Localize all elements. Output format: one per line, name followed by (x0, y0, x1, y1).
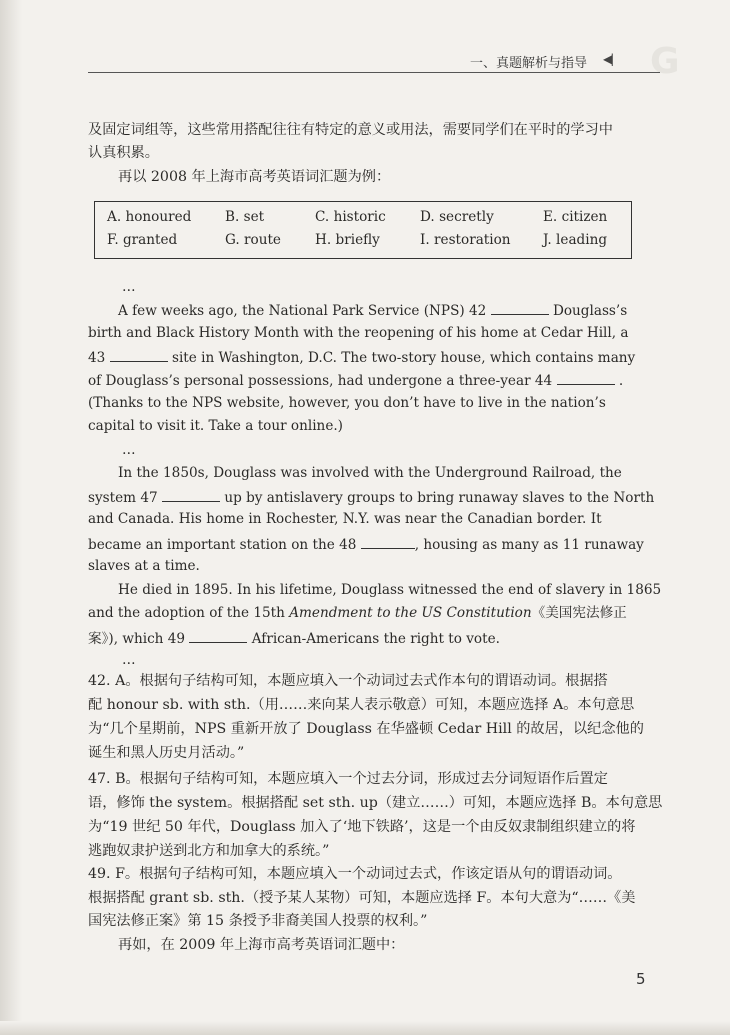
passage-line: became an important station on the 48 , housing as many as 11 runaway (88, 534, 636, 554)
passage-line: 43 site in Washington, D.C. The two-story house, which contains many (88, 347, 636, 367)
answer-47-line: 逃跑奴隶护送到北方和加拿大的系统。” (88, 843, 330, 859)
answer-49-line: 49. F。根据句子结构可知，本题应填入一个动词过去式，作该定语从句的谓语动词。 (88, 866, 622, 882)
word-option: I. restoration (420, 232, 511, 248)
passage-line: In the 1850s, Douglass was involved with the Underground Railroad, the (118, 465, 622, 481)
passage-line: system 47 up by antislavery groups to bring runaway slaves to the North (88, 487, 636, 507)
answer-49-line: 国宪法修正案》第 15 条授予非裔美国人投票的权利。” (88, 913, 428, 929)
word-option: B. set (225, 209, 265, 225)
answer-49-line: 根据搭配 grant sb. sth.（授予某人某物）可知，本题应选择 F。本句大意为“……《美 (88, 890, 636, 906)
intro-line-3: 再以 2008 年上海市高考英语词汇题为例： (118, 169, 391, 185)
arrow-marker-icon: ◀| (603, 52, 613, 66)
intro-line-2: 认真积累。 (88, 145, 159, 161)
passage-line: slaves at a time. (88, 558, 200, 574)
word-option: C. historic (315, 209, 386, 225)
answer-42-line: 配 honour sb. with sth.（用……来向某人表示敬意）可知，本题应选择 A。本句意思 (88, 697, 635, 713)
page-binding-shadow (0, 0, 22, 1035)
section-title: 一、真题解析与指导 (470, 56, 588, 71)
page-number: 5 (636, 970, 646, 988)
passage-line: and the adoption of the 15th Amendment to the US Constitution《美国宪法修正 (88, 605, 627, 621)
ellipsis: … (122, 652, 136, 668)
passage-line: A few weeks ago, the National Park Service (NPS) 42 Douglass’s (88, 300, 636, 320)
running-header (470, 52, 640, 72)
passage-line: birth and Black History Month with the reopening of his home at Cedar Hill, a (88, 325, 629, 341)
passage-line: and Canada. His home in Rochester, N.Y. was near the Canadian border. It (88, 511, 602, 527)
word-option: A. honoured (107, 209, 192, 225)
blank-43 (110, 347, 168, 362)
word-option: J. leading (543, 232, 608, 248)
header-rule (88, 72, 660, 73)
passage-line: of Douglass’s personal possessions, had undergone a three-year 44 . (88, 370, 636, 390)
blank-42 (491, 300, 549, 315)
ellipsis: … (122, 442, 136, 458)
blank-49 (189, 628, 247, 643)
word-option: F. granted (107, 232, 178, 248)
passage-line: (Thanks to the NPS website, however, you don’t have to live in the nation’s (88, 395, 606, 411)
blank-44 (557, 370, 615, 385)
passage-line: capital to visit it. Take a tour online.) (88, 418, 343, 434)
ellipsis: … (122, 279, 136, 295)
closing-line: 再如，在 2009 年上海市高考英语词汇题中： (118, 937, 405, 953)
blank-48 (361, 534, 415, 549)
answer-42-line: 42. A。根据句子结构可知，本题应填入一个动词过去式作本句的谓语动词。根据搭 (88, 673, 608, 689)
passage-line: He died in 1895. In his lifetime, Douglass witnessed the end of slavery in 1865 (118, 582, 662, 598)
passage-line: 案》), which 49 African-Americans the right to vote. (88, 628, 636, 648)
answer-47-line: 为“19 世纪 50 年代，Douglass 加入了‘地下铁路’，这是一个由反奴隶制组织建立的将 (88, 819, 636, 835)
answer-42-line: 为“几个星期前，NPS 重新开放了 Douglass 在华盛顿 Cedar Hill 的故居，以纪念他的 (88, 721, 644, 737)
answer-47-line: 语，修饰 the system。根据搭配 set sth. up（建立……）可知，本题应选择 B。本句意思 (88, 795, 663, 811)
answer-47-line: 47. B。根据句子结构可知，本题应填入一个过去分词，形成过去分词短语作后置定 (88, 771, 608, 787)
page-bottom-shadow (0, 1021, 730, 1035)
word-bank-box (94, 201, 632, 259)
blank-47 (162, 487, 220, 502)
chapter-letter-watermark: G (650, 41, 680, 82)
intro-line-1: 及固定词组等，这些常用搭配往往有特定的意义或用法，需要同学们在平时的学习中 (88, 122, 613, 138)
word-option: D. secretly (420, 209, 494, 225)
word-option: H. briefly (315, 232, 380, 248)
word-option: E. citizen (543, 209, 608, 225)
answer-42-line: 诞生和黑人历史月活动。” (88, 745, 245, 761)
word-option: G. route (225, 232, 281, 248)
